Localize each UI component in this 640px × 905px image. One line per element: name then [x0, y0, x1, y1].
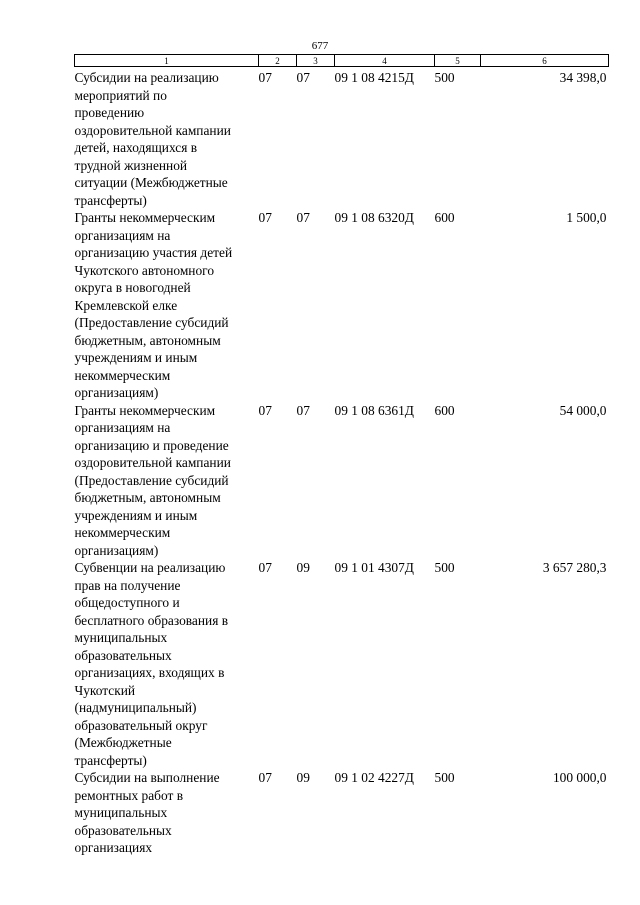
sum-cell: 3 657 280,3 [542, 560, 607, 575]
csr-cell: 09 1 08 6361Д [334, 402, 414, 418]
item-name-line: прав на получение [74, 577, 181, 593]
header-col-2: 2 [259, 55, 297, 67]
rz-cell: 07 [258, 402, 272, 418]
item-name-line: организациях, входящих в [74, 665, 225, 680]
item-name-line: ситуации (Межбюджетные [74, 175, 228, 190]
item-name-line: бесплатного образования в [74, 612, 229, 628]
rz-cell: 07 [258, 210, 272, 225]
item-name-line: некоммерческим [74, 367, 171, 383]
item-name-cell [75, 769, 259, 857]
item-name-line: округа в новогодней [74, 280, 191, 295]
item-name-cell [75, 402, 259, 560]
item-name-line: Гранты некоммерческим [74, 210, 216, 225]
table-row [75, 67, 609, 210]
vr-cell: 500 [434, 70, 455, 85]
csr-cell: 09 1 01 4307Д [334, 560, 414, 575]
item-name-line: оздоровительной кампании [74, 122, 231, 138]
item-name-line: муниципальных [74, 630, 168, 645]
item-name-cell [75, 209, 259, 402]
vr-cell: 600 [434, 402, 455, 418]
budget-table [74, 54, 609, 857]
pr-cell: 09 [296, 770, 310, 785]
item-name-line: образовательный округ [74, 717, 208, 733]
sum-cell: 100 000,0 [552, 770, 607, 785]
item-name-line: некоммерческим [74, 525, 171, 540]
item-name-line: бюджетным, автономным [74, 490, 221, 505]
header-col-4: 4 [335, 55, 435, 67]
item-name-line: организациях [74, 840, 153, 855]
item-name-line: организациям) [74, 385, 159, 400]
item-name-line: Гранты некоммерческим [74, 402, 216, 418]
table-row [75, 769, 609, 857]
pr-cell: 07 [296, 210, 310, 225]
item-name-line: общедоступного и [74, 595, 180, 610]
header-col-3: 3 [297, 55, 335, 67]
item-name-line: образовательных [74, 647, 172, 663]
item-name-line: оздоровительной кампании [74, 455, 231, 470]
table-row [75, 559, 609, 769]
item-name-cell [75, 559, 259, 769]
vr-cell: 500 [434, 770, 455, 785]
item-name-line: (надмуниципальный) [74, 700, 197, 715]
item-name-line: трансферты) [74, 192, 147, 208]
header-col-6: 6 [481, 55, 609, 67]
pr-cell: 07 [296, 402, 310, 418]
item-name-line: трудной жизненной [74, 157, 188, 173]
item-name-line: организациям) [74, 542, 159, 558]
item-name-line: учреждениям и иным [74, 350, 198, 365]
item-name-line: (Межбюджетные [74, 735, 172, 750]
item-name-line: трансферты) [74, 752, 147, 768]
item-name-line: мероприятий по [74, 87, 167, 103]
item-name-line: (Предоставление субсидий [74, 472, 229, 488]
item-name-line: бюджетным, автономным [74, 332, 221, 348]
rz-cell: 07 [258, 560, 272, 575]
item-name-cell [75, 67, 259, 210]
rz-cell: 07 [258, 770, 272, 785]
table-row [75, 402, 609, 560]
item-name-line: Субсидии на выполнение [74, 770, 220, 785]
page-number: 677 [311, 40, 329, 52]
table-header [75, 55, 609, 67]
item-name-line: Чукотского автономного [74, 262, 215, 278]
csr-cell: 09 1 08 4215Д [334, 70, 414, 85]
item-name-line: образовательных [74, 822, 172, 838]
vr-cell: 500 [434, 560, 455, 575]
vr-cell: 600 [434, 210, 455, 225]
header-row [75, 55, 609, 67]
item-name-line: (Предоставление субсидий [74, 315, 229, 330]
item-name-line: организацию и проведение [74, 437, 229, 453]
pr-cell: 09 [296, 560, 310, 575]
item-name-line: Субвенции на реализацию [74, 560, 226, 575]
item-name-line: организациям на [74, 227, 171, 243]
item-name-line: организацию участия детей [74, 245, 233, 260]
header-col-1: 1 [75, 55, 259, 67]
item-name-line: проведению [74, 105, 145, 120]
table-row [75, 209, 609, 402]
sum-cell: 1 500,0 [566, 210, 607, 225]
item-name-line: ремонтных работ в [74, 787, 184, 803]
item-name-line: Кремлевской елке [74, 297, 178, 313]
csr-cell: 09 1 08 6320Д [334, 210, 414, 225]
item-name-line: организациям на [74, 420, 171, 435]
table-body [75, 67, 609, 857]
item-name-line: Чукотский [74, 682, 136, 698]
sum-cell: 34 398,0 [559, 70, 607, 85]
item-name-line: Субсидии на реализацию [74, 70, 219, 85]
header-col-5: 5 [435, 55, 481, 67]
rz-cell: 07 [258, 70, 272, 85]
item-name-line: детей, находящихся в [74, 140, 198, 155]
pr-cell: 07 [296, 70, 310, 85]
item-name-line: учреждениям и иным [74, 507, 198, 523]
sum-cell: 54 000,0 [559, 402, 607, 418]
csr-cell: 09 1 02 4227Д [334, 770, 414, 785]
item-name-line: муниципальных [74, 805, 168, 820]
